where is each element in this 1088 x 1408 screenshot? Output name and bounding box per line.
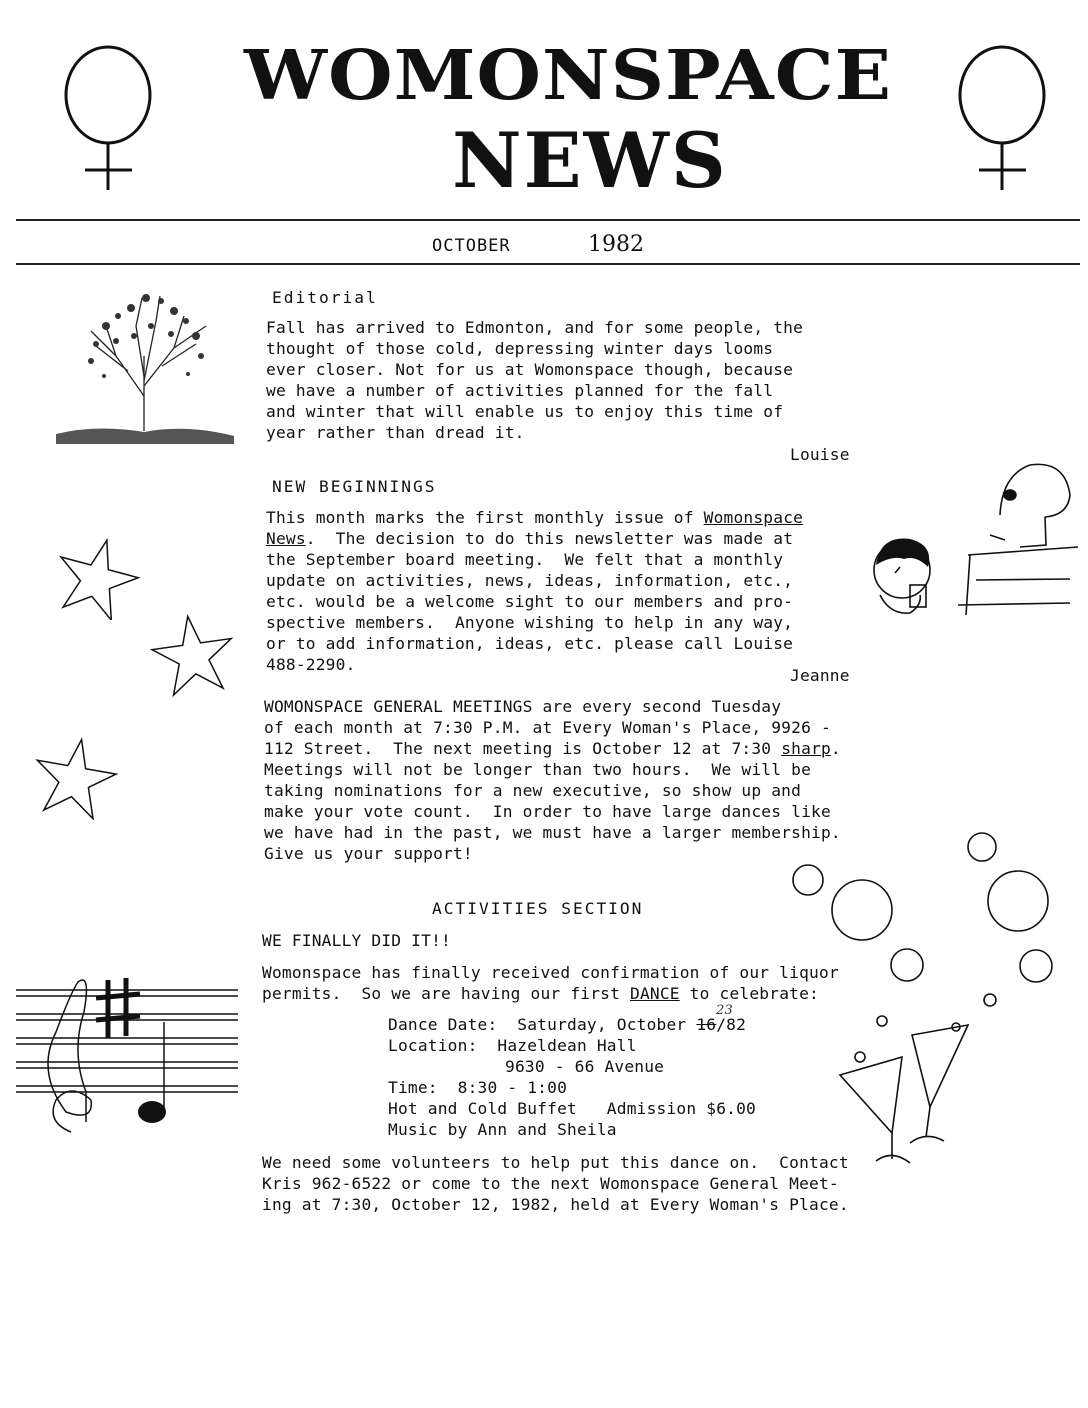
new-beginnings-line: spective members. Anyone wishing to help in any way, (266, 613, 794, 632)
dance-time: Time: 8:30 - 1:00 (388, 1078, 568, 1097)
closing-line: ing at 7:30, October 12, 1982, held at Every Woman's Place. (262, 1195, 849, 1214)
dance-date-struck: 16 (696, 1015, 717, 1034)
new-beginnings-line: the September board meeting. We felt that a monthly (266, 550, 784, 569)
dance-date-handwritten-correction: 23 (716, 1003, 733, 1018)
new-beginnings-signature: Jeanne (790, 666, 850, 685)
editorial-line: year rather than dread it. (266, 423, 525, 442)
general-meetings-line: WOMONSPACE GENERAL MEETINGS are every second Tuesday (264, 697, 782, 716)
new-beginnings-heading: NEW BEGINNINGS (272, 477, 437, 496)
tree-illustration-icon (56, 286, 236, 446)
editorial-heading: Editorial (272, 288, 378, 307)
venus-symbol-right-icon (952, 40, 1052, 200)
emphasis-sharp: sharp (781, 739, 831, 758)
activities-heading: ACTIVITIES SECTION (432, 899, 644, 918)
bubbles-champagne-glasses-icon (780, 825, 1080, 1185)
dance-address: 9630 - 66 Avenue (505, 1057, 665, 1076)
newsletter-name: Womonspace (703, 508, 804, 527)
editorial-line: we have a number of activities planned for the fall (266, 381, 774, 400)
cartoon-snoopy-lucy-icon (870, 455, 1080, 635)
new-beginnings-line: or to add information, ideas, etc. please call Louise (266, 634, 794, 653)
editorial-signature: Louise (790, 445, 850, 464)
editorial-line: ever closer. Not for us at Womonspace though, because (266, 360, 794, 379)
new-beginnings-line: etc. would be a welcome sight to our members and pro- (266, 592, 794, 611)
general-meetings-line: taking nominations for a new executive, so show up and (264, 781, 802, 800)
new-beginnings-line: 488-2290. (266, 655, 356, 674)
dance-buffet-admission: Hot and Cold Buffet Admission $6.00 (388, 1099, 756, 1118)
issue-year: 1982 (588, 232, 644, 257)
newsletter-name-cont: News (266, 529, 306, 548)
dance-date-label: Dance Date: Saturday, October (388, 1015, 697, 1034)
closing-line: Kris 962-6522 or come to the next Womonspace General Meet- (262, 1174, 839, 1193)
general-meetings-line: Give us your support! (264, 844, 473, 863)
star-icon (148, 612, 238, 697)
general-meetings-body (264, 696, 841, 864)
dance-details (388, 1003, 756, 1140)
general-meetings-line: 112 Street. The next meeting is October 12 at 7:30 (264, 739, 782, 758)
general-meetings-line: make your vote count. In order to have large dances like (264, 802, 831, 821)
masthead-subtitle: NEWS (452, 116, 728, 205)
star-icon (30, 735, 120, 820)
general-meetings-line: Meetings will not be longer than two hours. We will be (264, 760, 812, 779)
venus-symbol-left-icon (60, 40, 160, 200)
star-icon (52, 535, 142, 620)
activities-line: Womonspace has finally received confirmation of our liquor (262, 963, 839, 982)
closing-paragraph (262, 1152, 849, 1215)
header-top-rule (16, 219, 1080, 221)
general-meetings-line: of each month at 7:30 P.M. at Every Woman's Place, 9926 - (264, 718, 831, 737)
header-bottom-rule (16, 263, 1080, 265)
closing-line: We need some volunteers to help put this dance on. Contact (262, 1153, 849, 1172)
music-staff-icon (16, 972, 241, 1142)
dance-date-suffix: /82 (716, 1015, 747, 1034)
activities-body (262, 962, 839, 1004)
dance-location: Location: Hazeldean Hall (388, 1036, 637, 1055)
general-meetings-line: we have had in the past, we must have a larger membership. (264, 823, 841, 842)
emphasis-dance: DANCE (630, 984, 680, 1003)
masthead-title: WOMONSPACE (244, 36, 892, 116)
editorial-line: thought of those cold, depressing winter days looms (266, 339, 774, 358)
issue-month: OCTOBER (432, 236, 511, 256)
activities-subheading: WE FINALLY DID IT!! (262, 931, 451, 950)
activities-line: to celebrate: (679, 984, 819, 1003)
new-beginnings-line: update on activities, news, ideas, information, etc., (266, 571, 794, 590)
period: . (830, 739, 841, 758)
new-beginnings-line: This month marks the first monthly issue of (266, 508, 704, 527)
editorial-body (266, 317, 803, 443)
new-beginnings-body (266, 507, 803, 675)
editorial-line: Fall has arrived to Edmonton, and for some people, the (266, 318, 804, 337)
dance-music: Music by Ann and Sheila (388, 1120, 617, 1139)
new-beginnings-line: . The decision to do this newsletter was made at (305, 529, 794, 548)
activities-line: permits. So we are having our first (262, 984, 630, 1003)
editorial-line: and winter that will enable us to enjoy this time of (266, 402, 784, 421)
